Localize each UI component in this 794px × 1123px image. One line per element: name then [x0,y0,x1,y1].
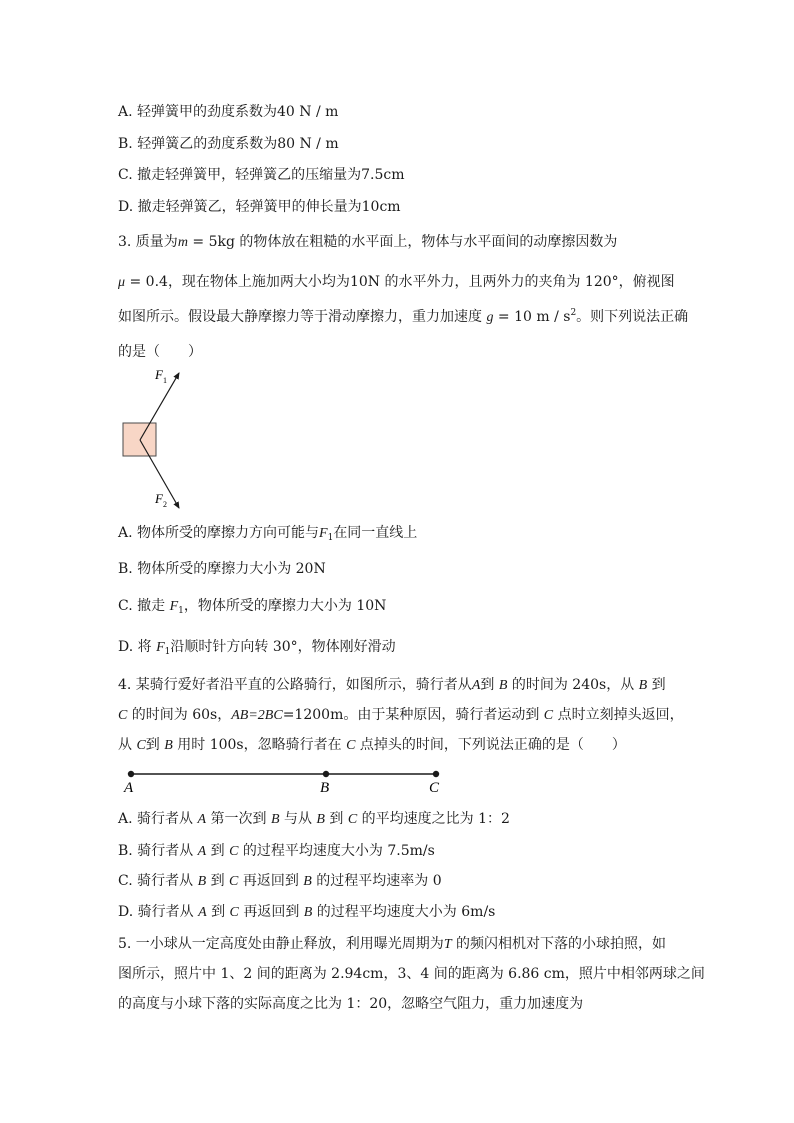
point-b: B [164,738,173,753]
point-a: A [197,812,207,827]
q3-stem-text: 如图所示。假设最大静摩擦力等于滑动摩擦力，重力加速度 [118,309,487,325]
q3-stem-text: 的是（ ） [118,344,202,360]
q3-option-d-text: 沿顺时针方向转 [170,639,273,655]
point-b: B [316,812,325,827]
q2-option-b-text: B. 轻弹簧乙的劲度系数为 [118,136,278,152]
point-c: C [229,844,239,859]
q2-option-b [118,134,339,154]
q3-option-b-value: 20N [295,561,326,577]
q4-option-text: 再返回到 [238,904,304,920]
q4-road-diagram [120,764,450,796]
q4-option-text: A. 骑行者从 [118,811,198,827]
q5-stem-line-2 [118,964,705,984]
f1-symbol-subscript: 1 [164,647,171,657]
q3-option-a-text: A. 物体所受的摩擦力方向可能与 [118,525,320,541]
point-c-dot [433,771,439,777]
q4-stem-text: 4. 某骑行爱好者沿平直的公路骑行，如图所示，骑行者从 [118,677,472,693]
q3-option-d-text: ，物体刚好滑动 [297,639,396,655]
q3-option-a [118,523,417,544]
f1-symbol-subscript: 1 [327,533,334,543]
point-b: B [498,678,508,693]
q4-stem-text: 从 [118,737,137,753]
point-c: C [543,708,554,723]
g-exponent: 2 [570,308,577,318]
q4-stem-text: 用时 100s，忽略骑行者在 [172,737,347,753]
point-b: B [638,678,648,693]
q3-force-diagram [110,362,200,514]
q4-stem-line-2 [118,705,684,726]
q2-option-d-value: 10cm [361,199,401,215]
point-b: B [303,905,313,920]
q4-option-text: 到 [206,873,230,889]
q5-stem-text: 的频闪相机对下落的小球拍照，如 [451,936,667,952]
q3-option-d-angle: 30° [272,639,298,655]
q2-option-c-value: 7.5cm [361,167,405,183]
q3-option-d [118,637,396,658]
g-variable: g [486,310,494,325]
q4-option-text: B. 骑行者从 [118,843,198,859]
force-value: 10N [349,274,381,290]
mu-variable: μ [118,275,126,290]
q4-option-b [118,841,435,862]
force-f1-arrow [140,373,179,440]
q3-stem-text: ，俯视图 [618,274,675,290]
q4-stem-text: =1200m。由于某种原因，骑行者运动到 [282,707,544,723]
f1-symbol-subscript: 1 [178,606,184,616]
q3-option-d-text: D. 将 [118,639,157,655]
q3-stem-line-2 [118,272,675,293]
q5-stem-line-1 [118,934,666,955]
q5-stem-line-3 [118,994,583,1014]
q4-option-text: 到 [206,904,230,920]
q4-stem-text: 到 [145,737,165,753]
q3-option-b-text: B. 物体所受的摩擦力大小为 [118,561,296,577]
mu-value: = 0.4 [125,274,168,290]
q2-option-a-text: A. 轻弹簧甲的劲度系数为 [118,104,278,120]
f1-symbol: F [319,526,328,541]
q5-stem-text: 5. 一小球从一定高度处由静止释放，利用曝光周期为 [118,936,444,952]
q3-stem-text: 。则下列说法正确 [576,309,689,325]
point-a: A [198,905,207,920]
point-c: C [118,708,128,723]
q3-stem-text: 的物体放在粗糙的水平面上，物体与水平面间的动摩擦因数为 [239,234,618,250]
g-value: = 10 m / s [493,309,571,325]
q4-option-text: 到 [324,811,348,827]
f1-symbol: F [169,599,179,614]
q4-option-text: 的平均速度之比为 1：2 [357,811,510,827]
mass-value: = 5kg [187,234,240,250]
q5-stem-text: 的高度与小球下落的实际高度之比为 1：20，忽略空气阻力，重力加速度为 [118,996,584,1012]
q4-stem-text: 的时间为 240s，从 [507,677,639,693]
q2-option-d [118,197,401,217]
distance-equation: AB=2BC [231,708,283,723]
point-c: C [346,738,356,753]
q3-stem-line-4 [118,342,202,362]
f1-symbol: F [156,640,165,655]
point-b: B [197,874,207,889]
q4-option-c [118,871,442,892]
q2-option-a-value: 40 N / m [277,104,339,120]
period-variable: T [443,937,452,952]
mass-variable: m [177,235,188,250]
point-b-label: B [320,780,330,796]
point-a: A [471,678,481,693]
q4-option-a [118,809,510,830]
point-b-dot [323,771,329,777]
q3-stem-line-3 [118,307,688,328]
q4-option-text: C. 骑行者从 [118,873,198,889]
q4-stem-text: 点掉头的时间，下列说法正确的是（ ） [355,737,626,753]
angle-value: 120° [584,274,619,290]
f2-subscript: 2 [163,500,167,509]
q4-option-text: 到 [206,843,230,859]
point-a-dot [128,771,134,777]
q3-stem-text: 的水平外力，且两外力的夹角为 [380,274,585,290]
q3-option-c-text: C. 撤走 [118,598,170,614]
q3-option-b [118,559,326,579]
q4-option-text: 的过程平均速度大小为 7.5m/s [238,843,435,859]
f1-subscript: 1 [163,376,167,385]
q3-option-c-value: 10N [356,598,387,614]
q4-stem-text: 的时间为 60s， [127,707,232,723]
point-a: A [197,844,207,859]
q3-stem-line-1 [118,232,617,253]
point-c-label: C [429,780,440,796]
q2-option-c [118,165,405,185]
q3-option-a-text: 在同一直线上 [333,525,418,541]
f2-label: F [155,491,163,506]
q4-stem-line-1 [118,675,666,696]
q5-stem-text: 图所示，照片中 1、2 间的距离为 2.94cm，3、4 间的距离为 6.86 cm，照片中相邻两球之间 [118,966,705,982]
point-c: C [229,905,239,920]
q3-option-c [118,596,386,617]
q4-option-text: 的过程平均速度大小为 6m/s [312,904,496,920]
q4-option-text: 与从 [279,811,317,827]
q2-option-b-value: 80 N / m [277,136,339,152]
point-c: C [347,812,358,827]
q4-option-text: 的过程平均速率为 0 [311,873,442,889]
point-a-label: A [124,780,134,796]
q2-option-a [118,102,338,122]
q4-option-text: 第一次到 [206,811,271,827]
object-block [123,423,156,456]
q4-option-text: D. 骑行者从 [118,904,199,920]
q3-number-text: 3. 质量为 [118,234,178,250]
q4-stem-text: 到 [647,677,666,693]
q4-option-text: 再返回到 [238,873,304,889]
q2-option-d-text: D. 撤走轻弹簧乙，轻弹簧甲的伸长量为 [118,199,362,215]
q3-option-c-text: ，物体所受的摩擦力大小为 [183,598,357,614]
q4-stem-text: 点时立刻掉头返回， [553,707,684,723]
point-b: B [270,812,280,827]
point-c: C [229,874,239,889]
q3-stem-text: ，现在物体上施加两大小均为 [167,274,350,290]
point-c: C [136,738,146,753]
point-b: B [303,874,312,889]
q2-option-c-text: C. 撤走轻弹簧甲，轻弹簧乙的压缩量为 [118,167,362,183]
q4-stem-text: 到 [480,677,499,693]
q4-stem-line-3 [118,735,626,756]
f1-label: F [155,367,163,382]
q4-option-d [118,902,495,923]
